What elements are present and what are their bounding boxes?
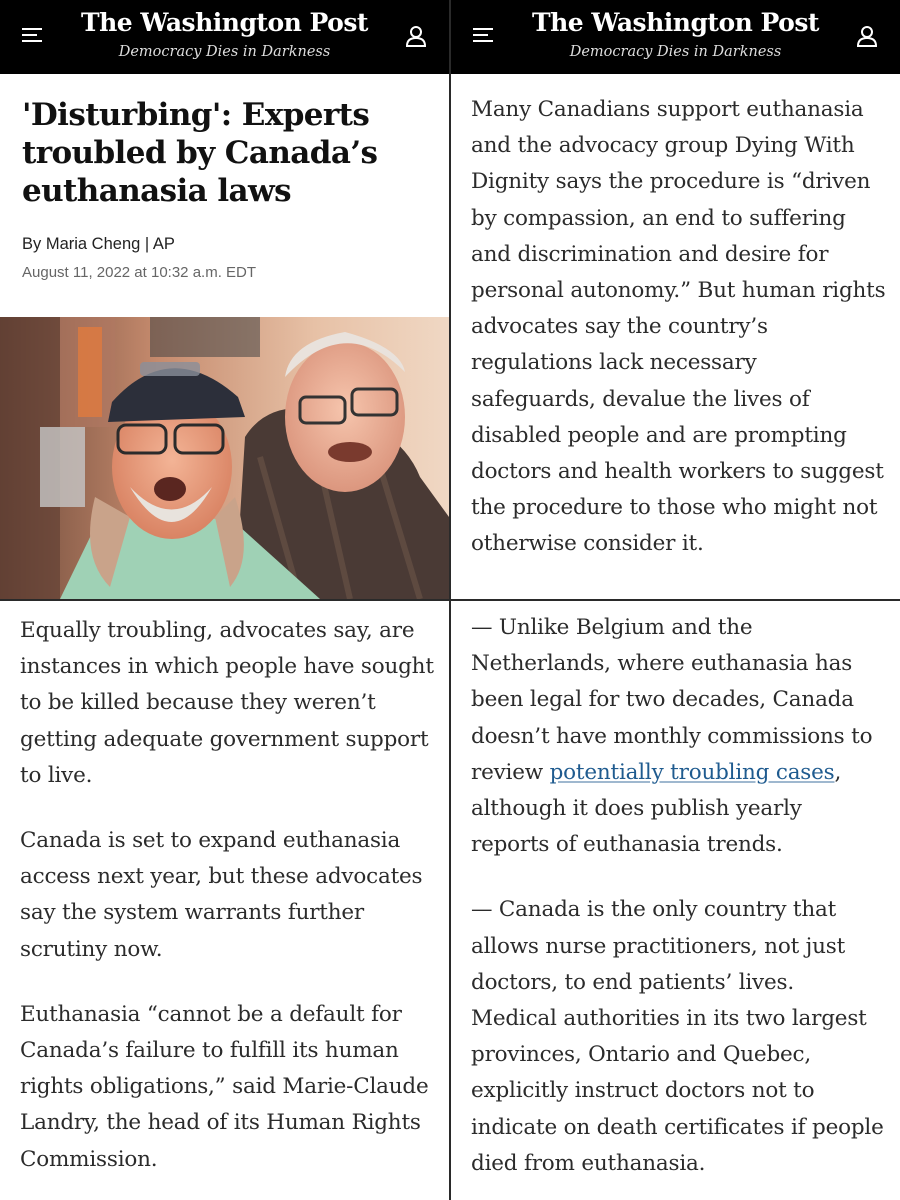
article-photo [0, 317, 449, 599]
article-text-panel-4 [451, 601, 900, 1200]
site-tagline: Democracy Dies in Darkness [118, 44, 331, 60]
article-body [471, 92, 886, 592]
site-header [0, 0, 449, 74]
paragraph-text: , although it does publish yearly reports of euthanasia trends. [471, 759, 842, 858]
paragraph-text: — Unlike Belgium and the Netherlands, where euthanasia has been legal for two decades, Canada doesn’t have monthly commissions to review [471, 615, 873, 785]
article-paragraph: Many Canadians support euthanasia and the advocacy group Dying With Dignity says the procedure is “driven by compassion, an end to suffering and discrimination and desire for personal autonomy.” But human rights advocates say the country’s regulations lack necessary safeguards, devalue the lives of disabled people and are prompting doctors and health workers to suggest the procedure to those who might not otherwise consider it. [471, 97, 886, 557]
byline [22, 235, 175, 254]
article-text-panel-3 [0, 601, 449, 1200]
article-paragraph: Canada is set to expand euthanasia access next year, but these advocates say the system warrants further scrutiny now. [20, 828, 423, 962]
article-paragraph: Euthanasia “cannot be a default for Canada’s failure to fulfill its human rights obligations,” said Marie-Claude Landry, the head of its Human Rights Commission. [20, 1001, 429, 1172]
agency-name: AP [152, 235, 175, 253]
author-link[interactable]: Maria Cheng [45, 235, 141, 253]
article-paragraph [471, 610, 886, 863]
troubling-cases-link[interactable]: potentially troubling cases [549, 759, 835, 785]
article-header-panel [0, 0, 449, 599]
site-header [451, 0, 900, 74]
article-body [471, 610, 886, 1200]
user-account-icon[interactable] [405, 24, 427, 48]
publish-date: August 11, 2022 at 10:32 a.m. EDT [22, 264, 257, 281]
site-logo[interactable]: The Washington Post [532, 8, 819, 37]
article-paragraph: — Canada is the only country that allows nurse practitioners, not just doctors, to end patients’ lives. Medical authorities in its two largest provinces, Ontario and Quebec, explicitly instruct doctors not to indicate on death certificates if people died from euthanasia. [471, 897, 884, 1176]
article-headline: 'Disturbing': Experts troubled by Canada’s euthanasia laws [22, 97, 378, 209]
byline-separator: | [140, 235, 153, 253]
site-tagline: Democracy Dies in Darkness [569, 44, 782, 60]
user-account-icon[interactable] [856, 24, 878, 48]
article-text-panel-2 [451, 0, 900, 599]
byline-prefix: By [22, 235, 46, 253]
article-body [20, 613, 435, 1200]
article-paragraph: Equally troubling, advocates say, are instances in which people have sought to be killed because they weren’t getting adequate government support to live. [20, 618, 434, 788]
site-logo[interactable]: The Washington Post [81, 8, 368, 37]
